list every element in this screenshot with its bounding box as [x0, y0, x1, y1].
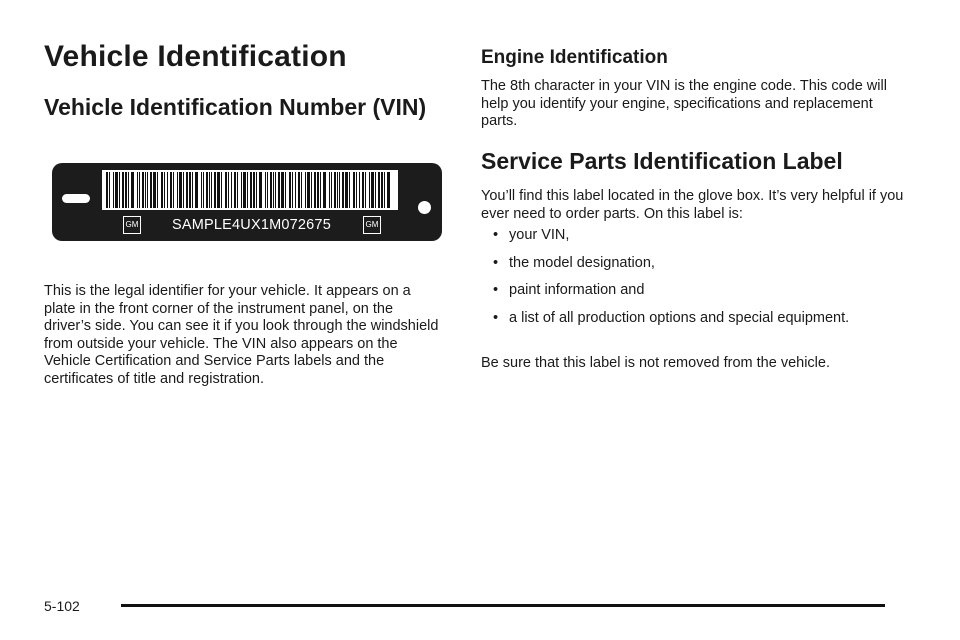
list-item-text: a list of all production options and special equipment.: [509, 309, 850, 326]
bullet-icon: •: [493, 309, 499, 326]
plate-rivet-hole-icon: [418, 201, 431, 214]
bullet-icon: •: [493, 254, 499, 271]
bullet-icon: •: [493, 227, 499, 243]
list-item: [481, 255, 911, 273]
service-parts-list: [481, 227, 911, 337]
service-parts-heading: Service Parts Identification Label: [481, 148, 843, 174]
list-item-text: paint information and: [509, 282, 645, 298]
list-item-text: the model designation,: [509, 254, 655, 271]
service-parts-paragraph: You’ll find this label located in the glove box. It’s very helpful if you ever need to order parts. On this label is:: [481, 188, 904, 222]
page-title: Vehicle Identification: [44, 40, 347, 73]
closing-paragraph: Be sure that this label is not removed from the vehicle.: [481, 355, 830, 371]
footer-divider: [121, 604, 885, 607]
gm-logo-icon-right: GM: [363, 216, 381, 234]
bullet-icon: •: [493, 282, 499, 298]
list-item: [481, 282, 911, 300]
barcode-graphic: [102, 170, 398, 210]
plate-slot-icon: [62, 194, 90, 203]
engine-paragraph: The 8th character in your VIN is the engine code. This code will help you identify your engine, specifications and replacement parts.: [481, 78, 887, 129]
engine-heading: Engine Identification: [481, 47, 668, 68]
vin-heading: Vehicle Identification Number (VIN): [44, 94, 427, 120]
list-item: [481, 227, 911, 245]
vin-paragraph: This is the legal identifier for your vehicle. It appears on a plate in the front corner of the instrument panel, on the driver’s side. You can see it if you look through the windshield from outside your vehicle. The VIN also appears on the Vehicle Certification and Service Parts labels and the certificates of title and registration.: [44, 283, 439, 387]
list-item-text: your VIN,: [509, 227, 570, 243]
vin-plate-illustration: [52, 163, 442, 241]
vin-number: SAMPLE4UX1M072675: [172, 217, 331, 233]
page-number: 5-102: [44, 598, 80, 614]
barcode-icon: [102, 170, 398, 210]
list-item: [481, 310, 911, 328]
gm-logo-icon-left: GM: [123, 216, 141, 234]
